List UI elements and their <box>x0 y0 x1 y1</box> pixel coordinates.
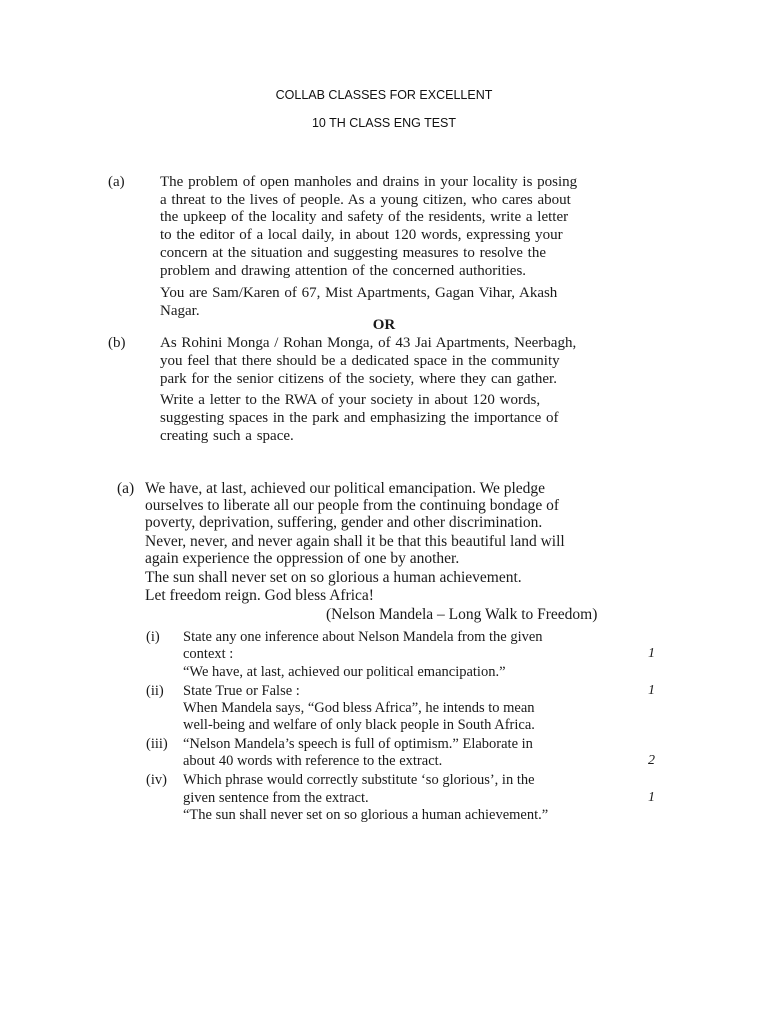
text-line: State any one inference about Nelson Mandela from the given <box>183 629 543 645</box>
text-line: Write a letter to the RWA of your society in about 120 words, <box>160 392 541 408</box>
text-line: You are Sam/Karen of 67, Mist Apartments, Gagan Vihar, Akash <box>160 285 558 301</box>
text-line: “The sun shall never set on so glorious a human achievement.” <box>183 807 549 823</box>
header-title: COLLAB CLASSES FOR EXCELLENT <box>275 88 493 102</box>
text-line: concern at the situation and suggesting measures to resolve the <box>160 245 546 261</box>
text-line: problem and drawing attention of the concerned authorities. <box>160 263 527 279</box>
text-line: The sun shall never set on so glorious a human achievement. <box>145 569 522 586</box>
text-line: As Rohini Monga / Rohan Monga, of 43 Jai Apartments, Neerbagh, <box>160 335 577 351</box>
text-line: Let freedom reign. God bless Africa! <box>145 587 374 604</box>
text-line: the upkeep of the locality and safety of the residents, write a letter <box>160 209 569 225</box>
text-line: given sentence from the extract. <box>183 790 369 806</box>
text-line: well-being and welfare of only black people in South Africa. <box>183 717 535 733</box>
text-line: ourselves to liberate all our people from the continuing bondage of <box>145 497 560 514</box>
text-line: “Nelson Mandela’s speech is full of optimism.” Elaborate in <box>183 736 533 752</box>
text-line: State True or False : <box>183 683 300 699</box>
passage-attribution: (Nelson Mandela – Long Walk to Freedom) <box>326 606 598 623</box>
question-number: (i) <box>146 629 160 645</box>
text-line: context : <box>183 646 234 662</box>
text-line: park for the senior citizens of the society, where they can gather. <box>160 371 557 387</box>
text-line: about 40 words with reference to the extract. <box>183 753 443 769</box>
text-line: you feel that there should be a dedicated space in the community <box>160 353 560 369</box>
text-line: Nagar. <box>160 303 200 319</box>
or-separator: OR <box>372 317 396 333</box>
option-b-label: (b) <box>108 335 126 351</box>
text-line: creating such a space. <box>160 428 294 444</box>
text-line: again experience the oppression of one by another. <box>145 550 460 567</box>
text-line: a threat to the lives of people. As a young citizen, who cares about <box>160 192 571 208</box>
text-line: When Mandela says, “God bless Africa”, he intends to mean <box>183 700 535 716</box>
text-line: The problem of open manholes and drains in your locality is posing <box>160 174 578 190</box>
text-line: “We have, at last, achieved our political emancipation.” <box>183 664 506 680</box>
question-number: (iii) <box>146 736 168 752</box>
text-line: Never, never, and never again shall it be that this beautiful land will <box>145 533 565 550</box>
text-line: poverty, deprivation, suffering, gender and other discrimination. <box>145 514 543 531</box>
passage-label: (a) <box>117 480 135 497</box>
option-a-label: (a) <box>108 174 125 190</box>
question-marks: 2 <box>648 753 655 768</box>
header-subtitle: 10 TH CLASS ENG TEST <box>311 116 457 130</box>
text-line: Which phrase would correctly substitute ‘so glorious’, in the <box>183 772 535 788</box>
question-marks: 1 <box>648 790 655 805</box>
question-number: (ii) <box>146 683 164 699</box>
question-number: (iv) <box>146 772 167 788</box>
text-line: to the editor of a local daily, in about 120 words, expressing your <box>160 227 563 243</box>
text-line: We have, at last, achieved our political emancipation. We pledge <box>145 480 546 497</box>
text-line: suggesting spaces in the park and emphasizing the importance of <box>160 410 559 426</box>
question-marks: 1 <box>648 683 655 698</box>
question-marks: 1 <box>648 646 655 661</box>
